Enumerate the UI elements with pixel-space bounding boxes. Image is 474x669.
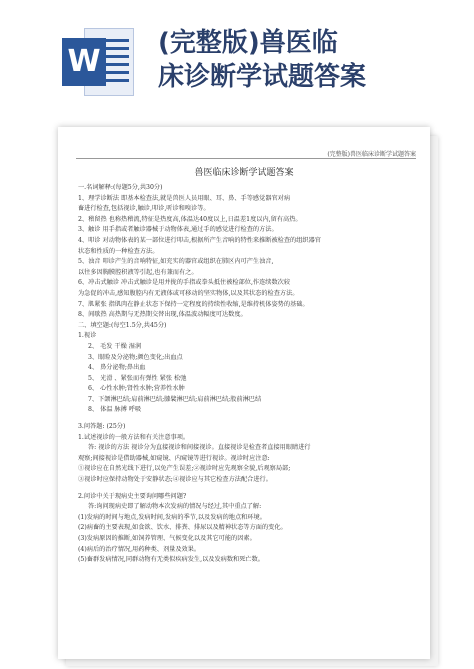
body-line: ③视诊时应保持动物处于安静状态;④视诊应与其它检查方法配合进行。 [78, 476, 272, 484]
document-page [58, 127, 430, 659]
header-divider [76, 158, 416, 159]
body-line: 3、眼睑及分泌物;颜色变化;出血点 [88, 353, 183, 361]
body-line: 答: 视诊的方法 视诊分为直接视诊和间接视诊。直接视诊是检查者直接用眼睛进行 [88, 444, 311, 452]
document-body [78, 183, 414, 566]
body-line: 1.试述视诊的一般方法和有关注意事项。 [78, 433, 190, 441]
word-logo-tile: W [62, 38, 106, 86]
body-line: 4、 鼻分泌物;鼻出血 [88, 364, 146, 372]
body-line: 2.问诊中关于现病史主要询问哪些问题? [78, 492, 187, 500]
body-line: 为急促的冲击,感知腹腔内有无液体或可移动的坚实物体,以及其状态的检查方法。 [78, 289, 299, 297]
body-line: 6、冲击式触诊 冲击式触诊是用并拢的手指或拳头抵住被检部位,作连续数次较 [78, 279, 291, 287]
body-line: 7、肌紧张 指肌肉在静止状态下保持一定程度的持续性收缩,是维持机体姿势的基础。 [78, 300, 309, 308]
body-line: (3)发病原因的推断,如饲养管理、气候变化以及其它可能的因素。 [78, 535, 256, 542]
body-line: 一.名词解释:(每题5分,共30分) [78, 184, 163, 191]
body-line: 1、理学诊断法 即基本检查法,就是兽医人员用眼、耳、鼻、手等感觉器官对病 [78, 194, 291, 202]
body-line: 2、 毛发 干燥 湿润 [88, 342, 142, 350]
body-line: (4)病后的治疗情况,用药种类、剂量及效果。 [78, 545, 201, 553]
body-line: 状态和性质的一种检查方法。 [78, 247, 159, 255]
body-line: 3、触诊 用手指或者触诊器械于动物体表,通过手的感觉进行检查的方法。 [78, 226, 278, 234]
body-line: 6、 心性水肿;肾性水肿;营养性水肿 [88, 385, 185, 393]
body-line: (1)发病的时间与地点,发病时间,发病的季节,以及发病的地点和环境。 [78, 513, 266, 521]
document-banner [0, 0, 474, 120]
body-line: 1.视诊 [78, 332, 97, 340]
body-line: (5)畜群发病情况,同群动物有无类似疾病发生,以及发病数和死亡数。 [78, 556, 264, 564]
body-line: 7、下颌淋巴结;肩前淋巴结;膝襞淋巴结;肩前淋巴结;股前淋巴结 [88, 395, 262, 403]
word-document-icon [62, 28, 134, 96]
banner-title-line2: 床诊断学试题答案 [158, 62, 367, 92]
body-line: 以往多因胸膜腔积液等引起,也有兼而有之。 [78, 268, 198, 276]
running-header: (完整版)兽医临床诊断学试题答案 [327, 151, 416, 158]
section-heading: 3.问答题: (25分) [78, 423, 126, 431]
body-line: 畜进行检查,包括视诊,触诊,叩诊,听诊和嗅诊等。 [78, 205, 210, 213]
body-line: 5、 光滑 、紧张而有弹性 紧张 松弛 [88, 374, 187, 382]
banner-title [158, 26, 468, 94]
body-line: (2)病畜的主要表现,如食欲、饮水、排粪、排尿以及精神状态等方面的变化。 [78, 524, 287, 532]
body-line: 4、叩诊 对动物体表的某一部位进行叩击,根据所产生音响的特性来推断被检查的组织器官 [78, 236, 321, 244]
banner-title-line1: (完整版)兽医临 [158, 28, 338, 58]
body-line: 5、浊音 叩诊产生的音响特征,如充实的器官或组织在肺区内可产生浊音, [78, 258, 274, 266]
section-heading: 二、填空题:(每空1.5分,共45分) [78, 321, 167, 329]
body-line: 2、稽留热 也称热稽流,特征是热度高,体温达40度以上,日温差1度以内,留有高热。 [78, 215, 302, 223]
body-line: 8、 体温 脉搏 呼吸 [88, 406, 142, 414]
body-line: 答:询问现病史即了解动物本次发病的情况与经过,其中重点了解: [88, 503, 262, 511]
body-line: ①视诊应在自然光线下进行,以免产生误差;②视诊时应先观察全貌,后观察局部; [78, 465, 291, 473]
body-line: 观察;间接视诊是借助器械,如窥镜、内窥镜等进行视诊。视诊时应注意: [78, 454, 270, 462]
document-title: 兽医临床诊断学试题答案 [194, 168, 294, 178]
body-line: 8、间歇热 高热期与无热期交替出现,体温波动幅度可达数度。 [78, 311, 247, 319]
